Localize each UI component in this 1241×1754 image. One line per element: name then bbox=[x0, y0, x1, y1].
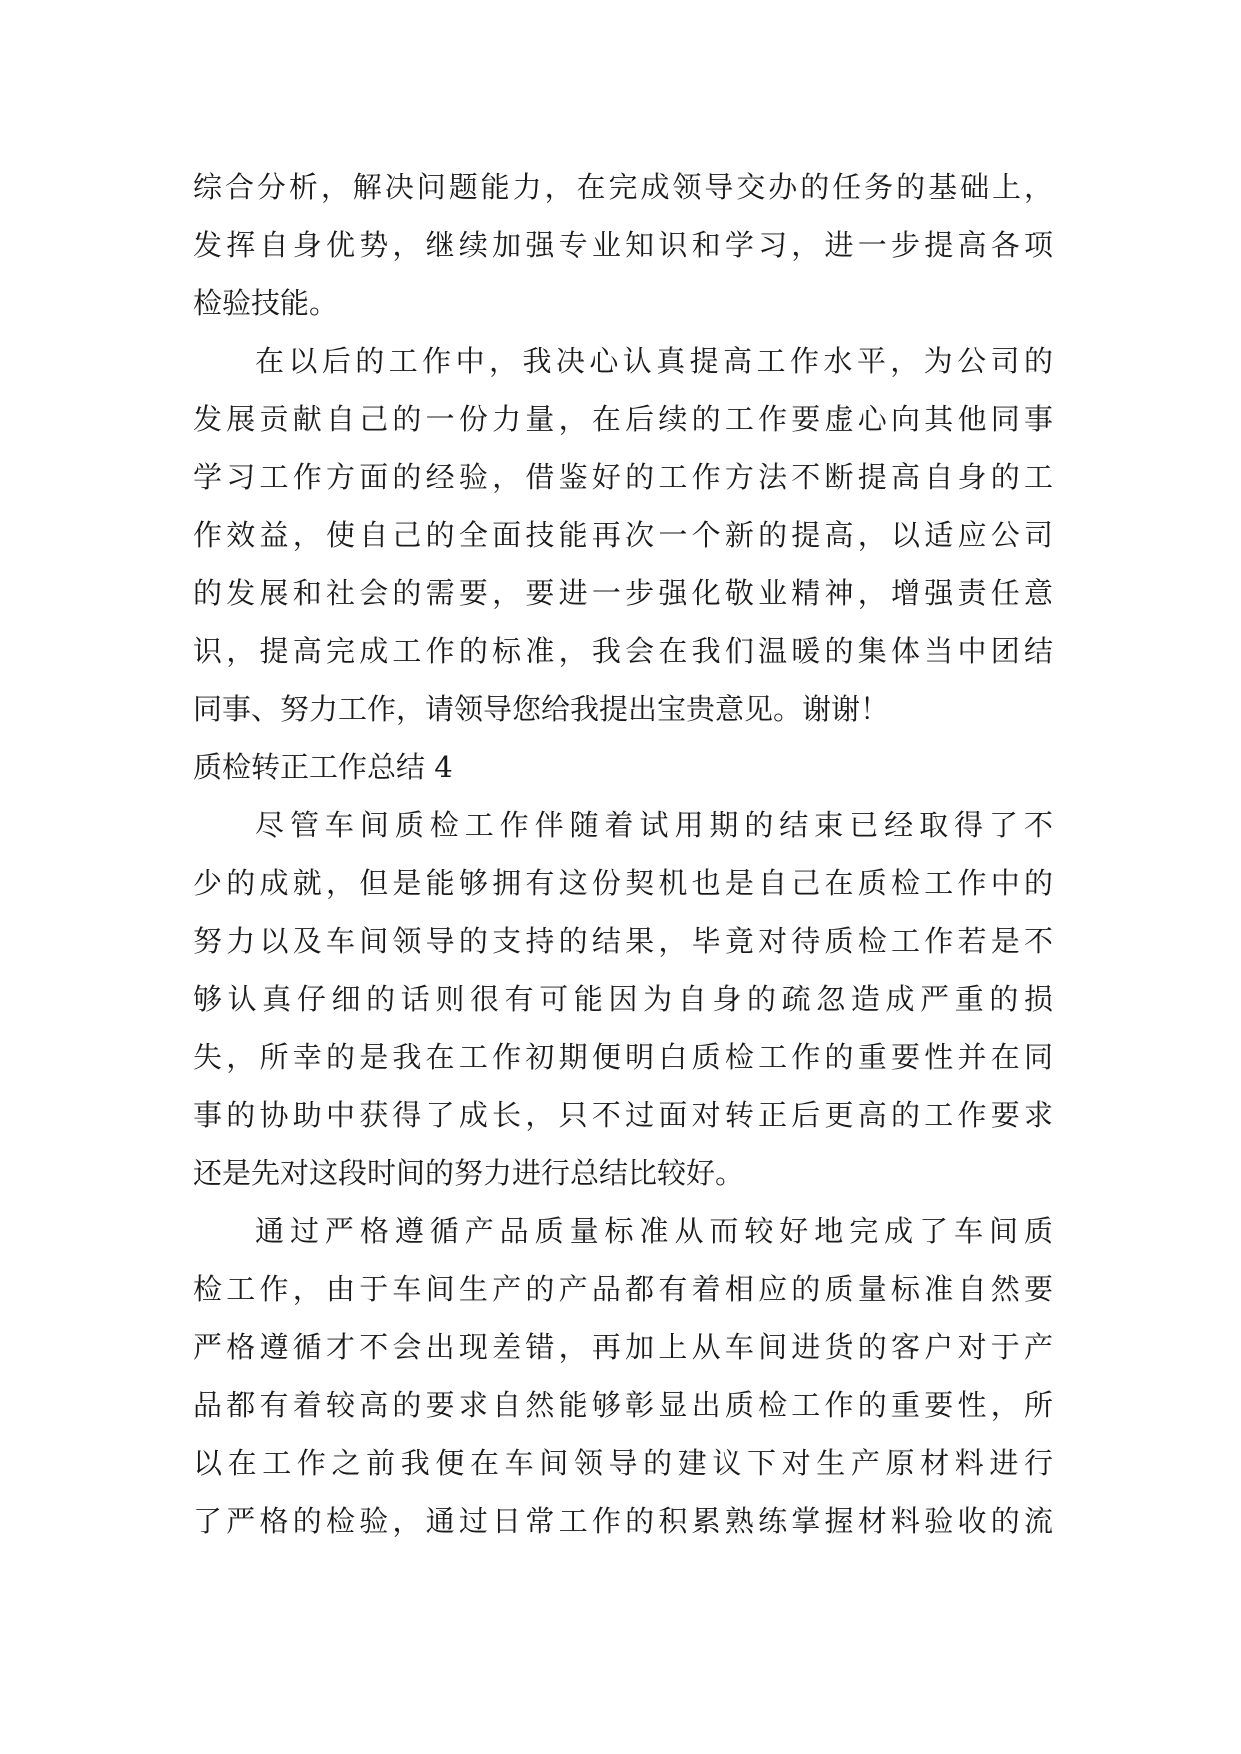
text-line: 努力以及车间领导的支持的结果，毕竟对待质检工作若是不 bbox=[193, 924, 1053, 958]
text-line: 发挥自身优势，继续加强专业知识和学习，进一步提高各项 bbox=[193, 228, 1053, 262]
text-line: 事的协助中获得了成长，只不过面对转正后更高的工作要求 bbox=[193, 1098, 1053, 1132]
text-line: 尽管车间质检工作伴随着试用期的结束已经取得了不 bbox=[255, 808, 1053, 842]
text-line: 检工作，由于车间生产的产品都有着相应的质量标准自然要 bbox=[193, 1272, 1053, 1306]
text-line: 严格遵循才不会出现差错，再加上从车间进货的客户对于产 bbox=[193, 1330, 1053, 1364]
text-line: 发展贡献自己的一份力量，在后续的工作要虚心向其他同事 bbox=[193, 402, 1053, 436]
text-line: 少的成就，但是能够拥有这份契机也是自己在质检工作中的 bbox=[193, 866, 1053, 900]
text-line: 检验技能。 bbox=[193, 286, 339, 320]
text-line: 作效益，使自己的全面技能再次一个新的提高，以适应公司 bbox=[193, 518, 1053, 552]
text-line: 识，提高完成工作的标准，我会在我们温暖的集体当中团结 bbox=[193, 634, 1053, 668]
document-body bbox=[193, 158, 1053, 1550]
text-line: 了严格的检验，通过日常工作的积累熟练掌握材料验收的流 bbox=[193, 1504, 1053, 1538]
text-line: 失，所幸的是我在工作初期便明白质检工作的重要性并在同 bbox=[193, 1040, 1053, 1074]
text-line: 通过严格遵循产品质量标准从而较好地完成了车间质 bbox=[255, 1214, 1053, 1248]
text-line: 同事、努力工作，请领导您给我提出宝贵意见。谢谢！ bbox=[193, 692, 890, 726]
paragraph bbox=[193, 1202, 1053, 1550]
text-line: 品都有着较高的要求自然能够彰显出质检工作的重要性，所 bbox=[193, 1388, 1053, 1422]
text-line: 的发展和社会的需要，要进一步强化敬业精神，增强责任意 bbox=[193, 576, 1053, 610]
heading-text: 质检转正工作总结 4 bbox=[193, 750, 453, 784]
section-heading bbox=[193, 738, 1053, 796]
text-line: 在以后的工作中，我决心认真提高工作水平，为公司的 bbox=[255, 344, 1053, 378]
text-line: 够认真仔细的话则很有可能因为自身的疏忽造成严重的损 bbox=[193, 982, 1053, 1016]
text-line: 还是先对这段时间的努力进行总结比较好。 bbox=[193, 1156, 745, 1190]
text-line: 学习工作方面的经验，借鉴好的工作方法不断提高自身的工 bbox=[193, 460, 1053, 494]
text-line: 以在工作之前我便在车间领导的建议下对生产原材料进行 bbox=[193, 1446, 1053, 1480]
paragraph-continuation bbox=[193, 158, 1053, 332]
paragraph bbox=[193, 796, 1053, 1202]
text-line: 综合分析，解决问题能力，在完成领导交办的任务的基础上， bbox=[193, 170, 1053, 204]
paragraph bbox=[193, 332, 1053, 738]
